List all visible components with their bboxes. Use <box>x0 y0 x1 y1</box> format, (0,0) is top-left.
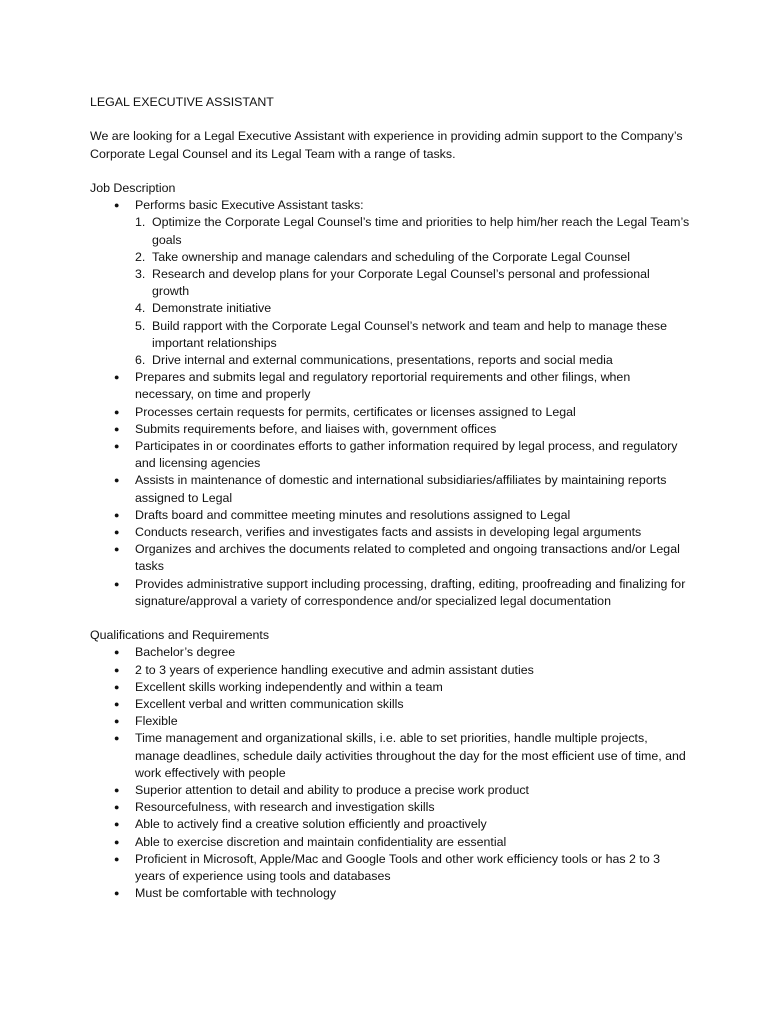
list-item-text: Provides administrative support including processing, drafting, editing, proofreading and finalizing for signature/approval a variety of correspondence and/or specialized legal documentation <box>135 576 686 608</box>
sublist-number: 5. <box>135 318 146 333</box>
list-item <box>90 524 690 541</box>
sublist-item <box>135 214 690 248</box>
list-item-text: Assists in maintenance of domestic and international subsidiaries/affiliates by maintaining reports assigned to Legal <box>135 473 667 505</box>
list-item-text: Conducts research, verifies and investigates facts and assists in developing legal arguments <box>135 525 642 540</box>
list-item <box>90 404 690 421</box>
bullet-icon: ● <box>114 802 120 813</box>
list-item <box>90 730 690 782</box>
list-item-text: Time management and organizational skills, i.e. able to set priorities, handle multiple projects, manage deadlines, schedule daily activities throughout the day for the most efficient use of time, and work effectively with people <box>135 731 686 780</box>
sublist-item-text: Build rapport with the Corporate Legal Counsel’s network and team and help to manage these important relationships <box>152 318 667 350</box>
bullet-icon: ● <box>114 578 120 589</box>
sublist-item-text: Take ownership and manage calendars and scheduling of the Corporate Legal Counsel <box>152 249 631 264</box>
sublist-item <box>135 352 690 369</box>
list-item-text: Performs basic Executive Assistant tasks: <box>135 198 364 213</box>
bullet-icon: ● <box>114 647 120 658</box>
list-item-text: Drafts board and committee meeting minutes and resolutions assigned to Legal <box>135 507 571 522</box>
bullet-icon: ● <box>114 836 120 847</box>
sublist-number: 1. <box>135 215 146 230</box>
bullet-icon: ● <box>114 664 120 675</box>
sublist-item-text: Research and develop plans for your Corporate Legal Counsel’s personal and professional growth <box>152 267 650 299</box>
list-item <box>90 696 690 713</box>
bullet-icon: ● <box>114 509 120 520</box>
list-item-text: Able to exercise discretion and maintain confidentiality are essential <box>135 834 507 849</box>
list-item <box>90 816 690 833</box>
document-title: LEGAL EXECUTIVE ASSISTANT <box>90 95 274 109</box>
section-spacer <box>90 610 690 627</box>
list-item <box>90 472 690 506</box>
list-item-text: Excellent skills working independently and within a team <box>135 679 443 694</box>
bullet-icon: ● <box>114 441 120 452</box>
sublist-item <box>135 318 690 352</box>
bullet-icon: ● <box>114 681 120 692</box>
bullet-icon: ● <box>114 527 120 538</box>
sublist-item-text: Demonstrate initiative <box>152 301 272 316</box>
executive-tasks-sublist <box>135 214 690 369</box>
job-description-heading: Job Description <box>90 180 176 195</box>
bullet-icon: ● <box>114 853 120 864</box>
list-item <box>90 644 690 661</box>
sublist-item <box>135 249 690 266</box>
list-item-text: Proficient in Microsoft, Apple/Mac and Google Tools and other work efficiency tools or has 2 to 3 years of experience using tools and databases <box>135 851 661 884</box>
list-item-text: Bachelor’s degree <box>135 645 236 660</box>
sublist-number: 6. <box>135 353 146 368</box>
bullet-icon: ● <box>114 406 120 417</box>
list-item <box>90 507 690 524</box>
list-item-text: Submits requirements before, and liaises with, government offices <box>135 421 497 436</box>
list-item <box>90 369 690 403</box>
list-item <box>90 421 690 438</box>
list-item <box>90 576 690 610</box>
list-item <box>90 438 690 472</box>
list-item-text: Processes certain requests for permits, certificates or licenses assigned to Legal <box>135 404 576 419</box>
list-item-text: Participates in or coordinates efforts to gather information required by legal process, and regulatory and licensing agencies <box>135 439 678 471</box>
bullet-icon: ● <box>114 699 120 710</box>
list-item-text: Able to actively find a creative solution efficiently and proactively <box>135 817 487 832</box>
list-item <box>90 885 690 902</box>
bullet-icon: ● <box>114 733 120 744</box>
bullet-icon: ● <box>114 819 120 830</box>
list-item <box>90 713 690 730</box>
bullet-icon: ● <box>114 716 120 727</box>
sublist-item-text: Drive internal and external communications, presentations, reports and social media <box>152 353 613 368</box>
bullet-icon: ● <box>114 200 120 211</box>
list-item <box>90 662 690 679</box>
sublist-number: 2. <box>135 249 146 264</box>
list-item <box>90 851 690 885</box>
qualifications-heading: Qualifications and Requirements <box>90 628 270 643</box>
list-item-text: Excellent verbal and written communication skills <box>135 697 404 712</box>
sublist-item <box>135 266 690 300</box>
list-item <box>90 782 690 799</box>
list-item <box>90 679 690 696</box>
sublist-item <box>135 300 690 317</box>
document-page <box>90 94 690 903</box>
bullet-icon: ● <box>114 423 120 434</box>
sublist-item-text: Optimize the Corporate Legal Counsel’s time and priorities to help him/her reach the Legal Team’s goals <box>152 215 690 247</box>
qualifications-list <box>90 644 690 902</box>
list-item <box>90 834 690 851</box>
bullet-icon: ● <box>114 372 120 383</box>
list-item-text: Must be comfortable with technology <box>135 886 337 901</box>
list-item-text: Flexible <box>135 714 178 729</box>
sublist-number: 4. <box>135 301 146 316</box>
list-item-text: Resourcefulness, with research and investigation skills <box>135 800 435 815</box>
bullet-icon: ● <box>114 544 120 555</box>
list-item-text: 2 to 3 years of experience handling executive and admin assistant duties <box>135 662 534 677</box>
job-description-list <box>90 197 690 610</box>
list-item <box>90 541 690 575</box>
list-item <box>90 197 690 369</box>
list-item-text: Organizes and archives the documents related to completed and ongoing transactions and/or Legal tasks <box>135 542 680 574</box>
sublist-number: 3. <box>135 267 146 281</box>
list-item <box>90 799 690 816</box>
list-item-text: Superior attention to detail and ability to produce a precise work product <box>135 783 529 798</box>
list-item-text: Prepares and submits legal and regulatory reportorial requirements and other filings, when necessary, on time and properly <box>135 370 631 402</box>
bullet-icon: ● <box>114 475 120 486</box>
bullet-icon: ● <box>114 888 120 899</box>
bullet-icon: ● <box>114 785 120 796</box>
intro-paragraph: We are looking for a Legal Executive Assistant with experience in providing admin support to the Company’s Corporate Legal Counsel and its Legal Team with a range of tasks. <box>90 129 683 161</box>
